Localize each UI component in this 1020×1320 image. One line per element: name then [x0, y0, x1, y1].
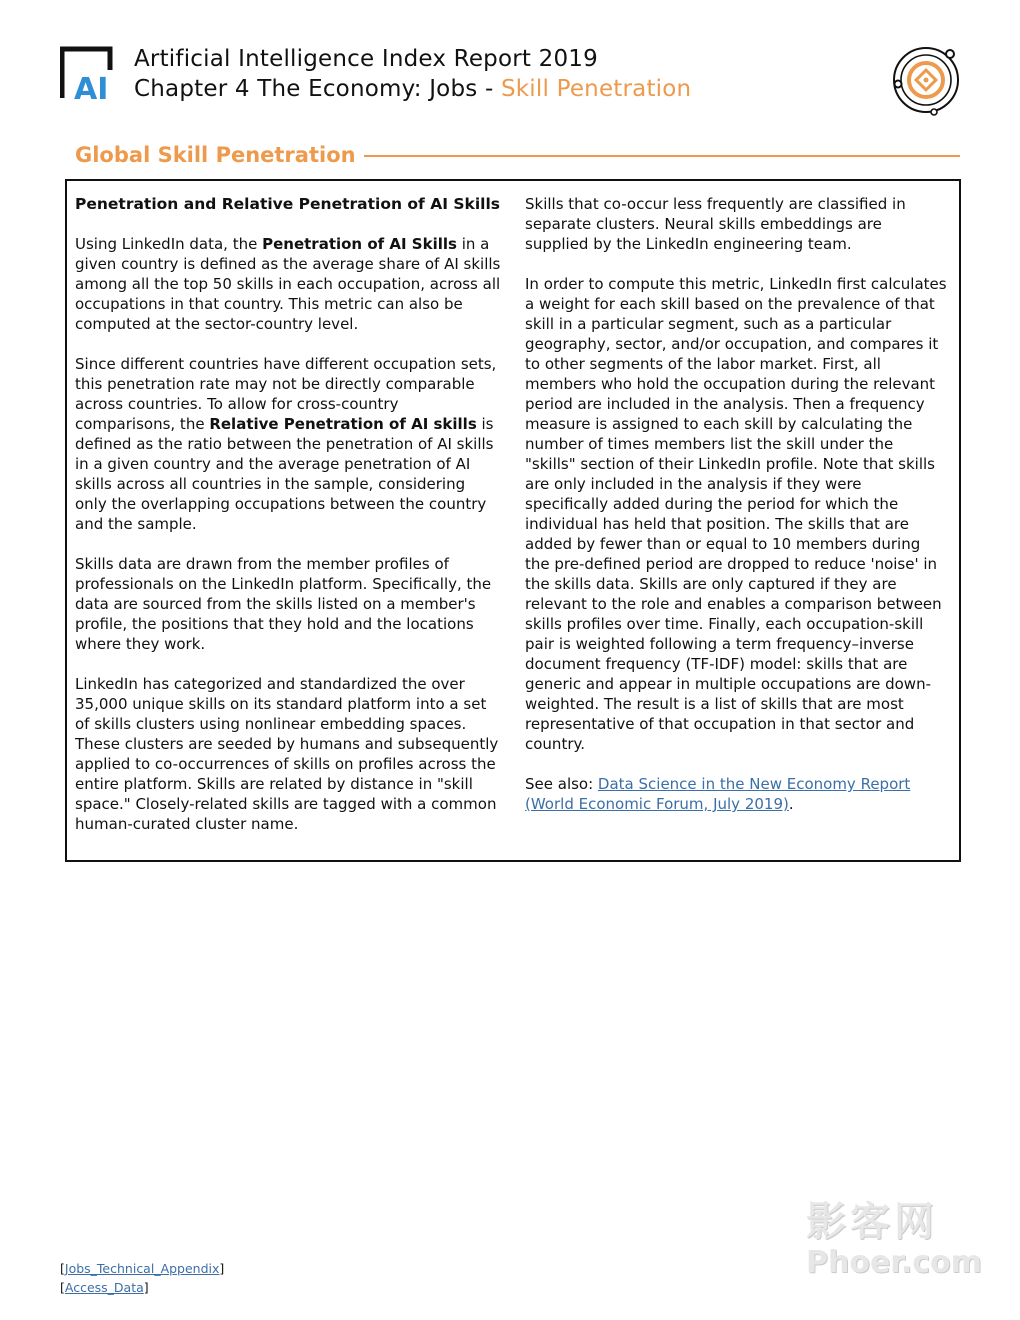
paragraph-relative-penetration: Since different countries have different occupation sets, this penetration rate may not be directly comparable across countries. To allow for cross-country comparisons, the Relative Penetration of AI skills is defined as the ratio between the penetration of AI skills in a given country and the average penetration of AI skills across all countries in the sample, considering only the overlapping occupations between the country and the sample. [75, 355, 497, 533]
chapter-subtitle-accent: Skill Penetration [500, 76, 692, 102]
paragraph-skills-data: Skills data are drawn from the member profiles of professionals on the LinkedIn platform. Specifically, the data are sourced from the skills listed on a member's profile, the positions that they hold and the locations where they work. [75, 555, 492, 653]
report-title: Artificial Intelligence Index Report 2019 [134, 46, 598, 72]
see-also: See also: Data Science in the New Economy Report (World Economic Forum, July 2019). [525, 775, 911, 813]
footer-item-appendix: [Jobs_Technical_Appendix] [60, 1261, 225, 1276]
left-column [75, 194, 501, 854]
section-title: Global Skill Penetration [75, 143, 356, 167]
see-also-link[interactable]: Data Science in the New Economy Report (World Economic Forum, July 2019) [525, 775, 911, 813]
jobs-technical-appendix-link[interactable]: Jobs_Technical_Appendix [64, 1261, 220, 1276]
right-column [525, 194, 947, 834]
report-header [134, 44, 691, 104]
footer-links [60, 1259, 224, 1297]
watermark [806, 1198, 981, 1286]
watermark-en: Phoer.com [806, 1245, 982, 1280]
term-penetration-ai-skills: Penetration of AI Skills [262, 235, 457, 253]
paragraph-skill-clusters: LinkedIn has categorized and standardized the over 35,000 unique skills on its standard platform into a set of skills clusters using nonlinear embedding spaces. These clusters are seeded by humans and subsequently applied to co-occurrences of skills on profiles across the entire platform. Skills are related by distance in "skill space." Closely-related skills are tagged with a common human-curated cluster name. [75, 675, 499, 833]
paragraph-methodology: In order to compute this metric, LinkedIn first calculates a weight for each skill based on the prevalence of that skill in a particular segment, such as a particular geography, sector, and/or occupation, and compares it to other segments of the labor market. First, all members who hold the occupation during the relevant period are included in the analysis. Then a frequency measure is assigned to each skill by calculating the number of times members list the skill under the "skills" section of their LinkedIn profile. Note that skills are only included in the analysis if they were specifically added during the period for which the individual has held that position. The skills that are added by fewer than or equal to 10 members during the pre-defined period are dropped to reduce 'noise' in the skills data. Skills are only captured if they are relevant to the role and enables a comparison between skills profiles over time. Finally, each occupation-skill pair is weighted following a term frequency–inverse document frequency (TF-IDF) model: skills that are generic and appear in multiple occupations are down-weighted. The result is a list of skills that are most representative of that occupation in that sector and country. [525, 275, 947, 753]
access-data-link[interactable]: Access_Data [64, 1280, 144, 1295]
section-header [75, 140, 960, 170]
box-heading: Penetration and Relative Penetration of AI Skills [75, 195, 500, 213]
watermark-cn: 影客网 [806, 1199, 938, 1245]
paragraph-penetration: Using LinkedIn data, the Penetration of AI Skills in a given country is defined as the average share of AI skills among all the top 50 skills in each occupation, across all occupations in that country. This metric can also be computed at the sector-country level. [75, 235, 501, 333]
ai-index-logo [60, 46, 120, 102]
orbit-emblem-icon [888, 42, 964, 118]
content-box [65, 179, 961, 862]
chapter-title: Chapter 4 The Economy: Jobs - Skill Penetration [134, 76, 692, 102]
term-relative-penetration: Relative Penetration of AI skills [209, 415, 477, 433]
paragraph-cooccur: Skills that co-occur less frequently are classified in separate clusters. Neural skills embeddings are supplied by the LinkedIn engineering team. [525, 195, 906, 253]
section-divider [364, 155, 960, 157]
svg-text:AI: AI [74, 72, 109, 102]
footer-item-data: [Access_Data] [60, 1280, 149, 1295]
